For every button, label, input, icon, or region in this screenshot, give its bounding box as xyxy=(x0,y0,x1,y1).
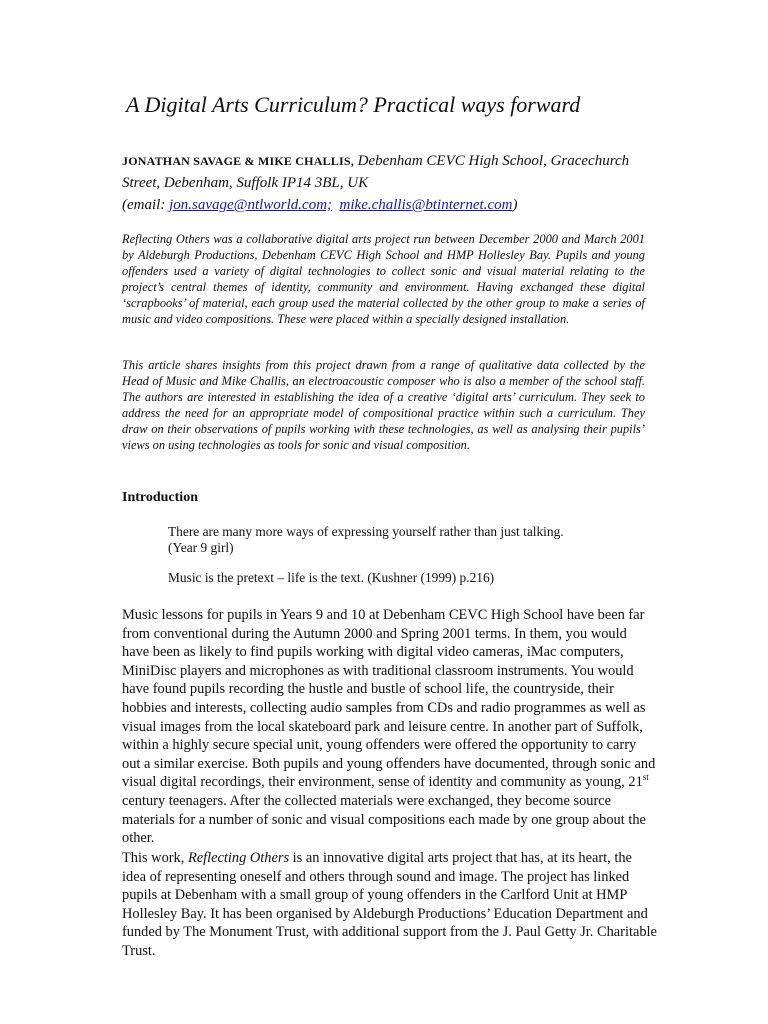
body-paragraph-1 xyxy=(122,606,657,848)
epigraph-quote-2: Music is the pretext – life is the text. (Kushner (1999) p.216) xyxy=(168,570,495,585)
section-heading-introduction: Introduction xyxy=(122,490,198,505)
epigraph-quote-1-attribution: (Year 9 girl) xyxy=(168,540,234,555)
author-names: JONATHAN SAVAGE & MIKE CHALLIS, xyxy=(122,154,354,168)
abstract-paragraph-2: This article shares insights from this project drawn from a range of qualitative data collected by the Head of Music and Mike Challis, an electroacoustic composer who is also a member of the school staff. The authors are interested in establishing the idea of a creative ‘digital arts’ curriculum. They seek to address the need for an appropriate model of compositional practice within such a curriculum. They draw on their observations of pupils working with these technologies, as well as analysing their pupils’ views on using technologies as tools for sonic and visual composition. xyxy=(122,358,645,452)
author-block xyxy=(122,150,652,216)
abstract-paragraph-1: Reflecting Others was a collaborative digital arts project run between December 2000 and March 2001 by Aldeburgh Productions, Debenham CEVC High School and HMP Hollesley Bay. Pupils and young offenders used a variety of digital technologies to collect sonic and visual material relating to the project’s central themes of identity, community and environment. Having exchanged these digital ‘scrapbooks’ of material, each group used the material collected by the other group to make a series of music and video compositions. These were placed within a specially designed installation. xyxy=(122,232,645,326)
author-affiliation: Debenham CEVC High School, Gracechurch Street, Debenham, Suffolk IP14 3BL, UK xyxy=(122,153,630,191)
body-paragraph-1-text-end: century teenagers. After the collected materials were exchanged, they become source materials for a number of sonic and visual compositions each made by one group about the other. xyxy=(122,792,646,847)
project-name-italic: Reflecting Others xyxy=(187,850,290,866)
email-suffix: ) xyxy=(512,197,518,213)
epigraph-quote-1-text: There are many more ways of expressing yourself rather than just talking. xyxy=(168,524,564,539)
body-paragraph-1-text: Music lessons for pupils in Years 9 and 10 at Debenham CEVC High School have been far from conventional during the Autumn 2000 and Spring 2001 terms. In them, you would have been as likely to find pupils working with digital video cameras, iMac computers, MiniDisc players and microphones as with traditional classroom instruments. You would have found pupils recording the hustle and bustle of school life, the countryside, their hobbies and interests, collecting audio samples from CDs and radio programmes as well as visual images from the local skateboard park and leisure centre. In another part of Suffolk, within a highly secure special unit, young offenders were offered the opportunity to carry out a similar exercise. Both pupils and young offenders have documented, through sonic and visual digital recordings, their environment, sense of identity and community as young, 21 xyxy=(122,607,656,791)
body-paragraph-2-start: This work, xyxy=(122,850,188,866)
body-paragraph-2 xyxy=(122,849,657,961)
ordinal-superscript: st xyxy=(642,772,649,783)
email-prefix: (email: xyxy=(122,197,170,213)
body-paragraph-2-rest: is an innovative digital arts project that has, at its heart, the idea of representing oneself and others through sound and image. The project has linked pupils at Debenham with a small group of young offenders in the Carlford Unit at HMP Hollesley Bay. It has been organised by Aldeburgh Productions’ Education Department and funded by The Monument Trust, with additional support from the J. Paul Getty Jr. Charitable Trust. xyxy=(122,850,657,959)
paper-title: A Digital Arts Curriculum? Practical ways forward xyxy=(126,92,581,117)
email-link-savage[interactable]: jon.savage@ntlworld.com; xyxy=(169,197,333,213)
epigraph-quote-1 xyxy=(168,524,638,556)
email-separator xyxy=(332,197,340,213)
email-link-challis[interactable]: mike.challis@btinternet.com xyxy=(339,197,513,213)
